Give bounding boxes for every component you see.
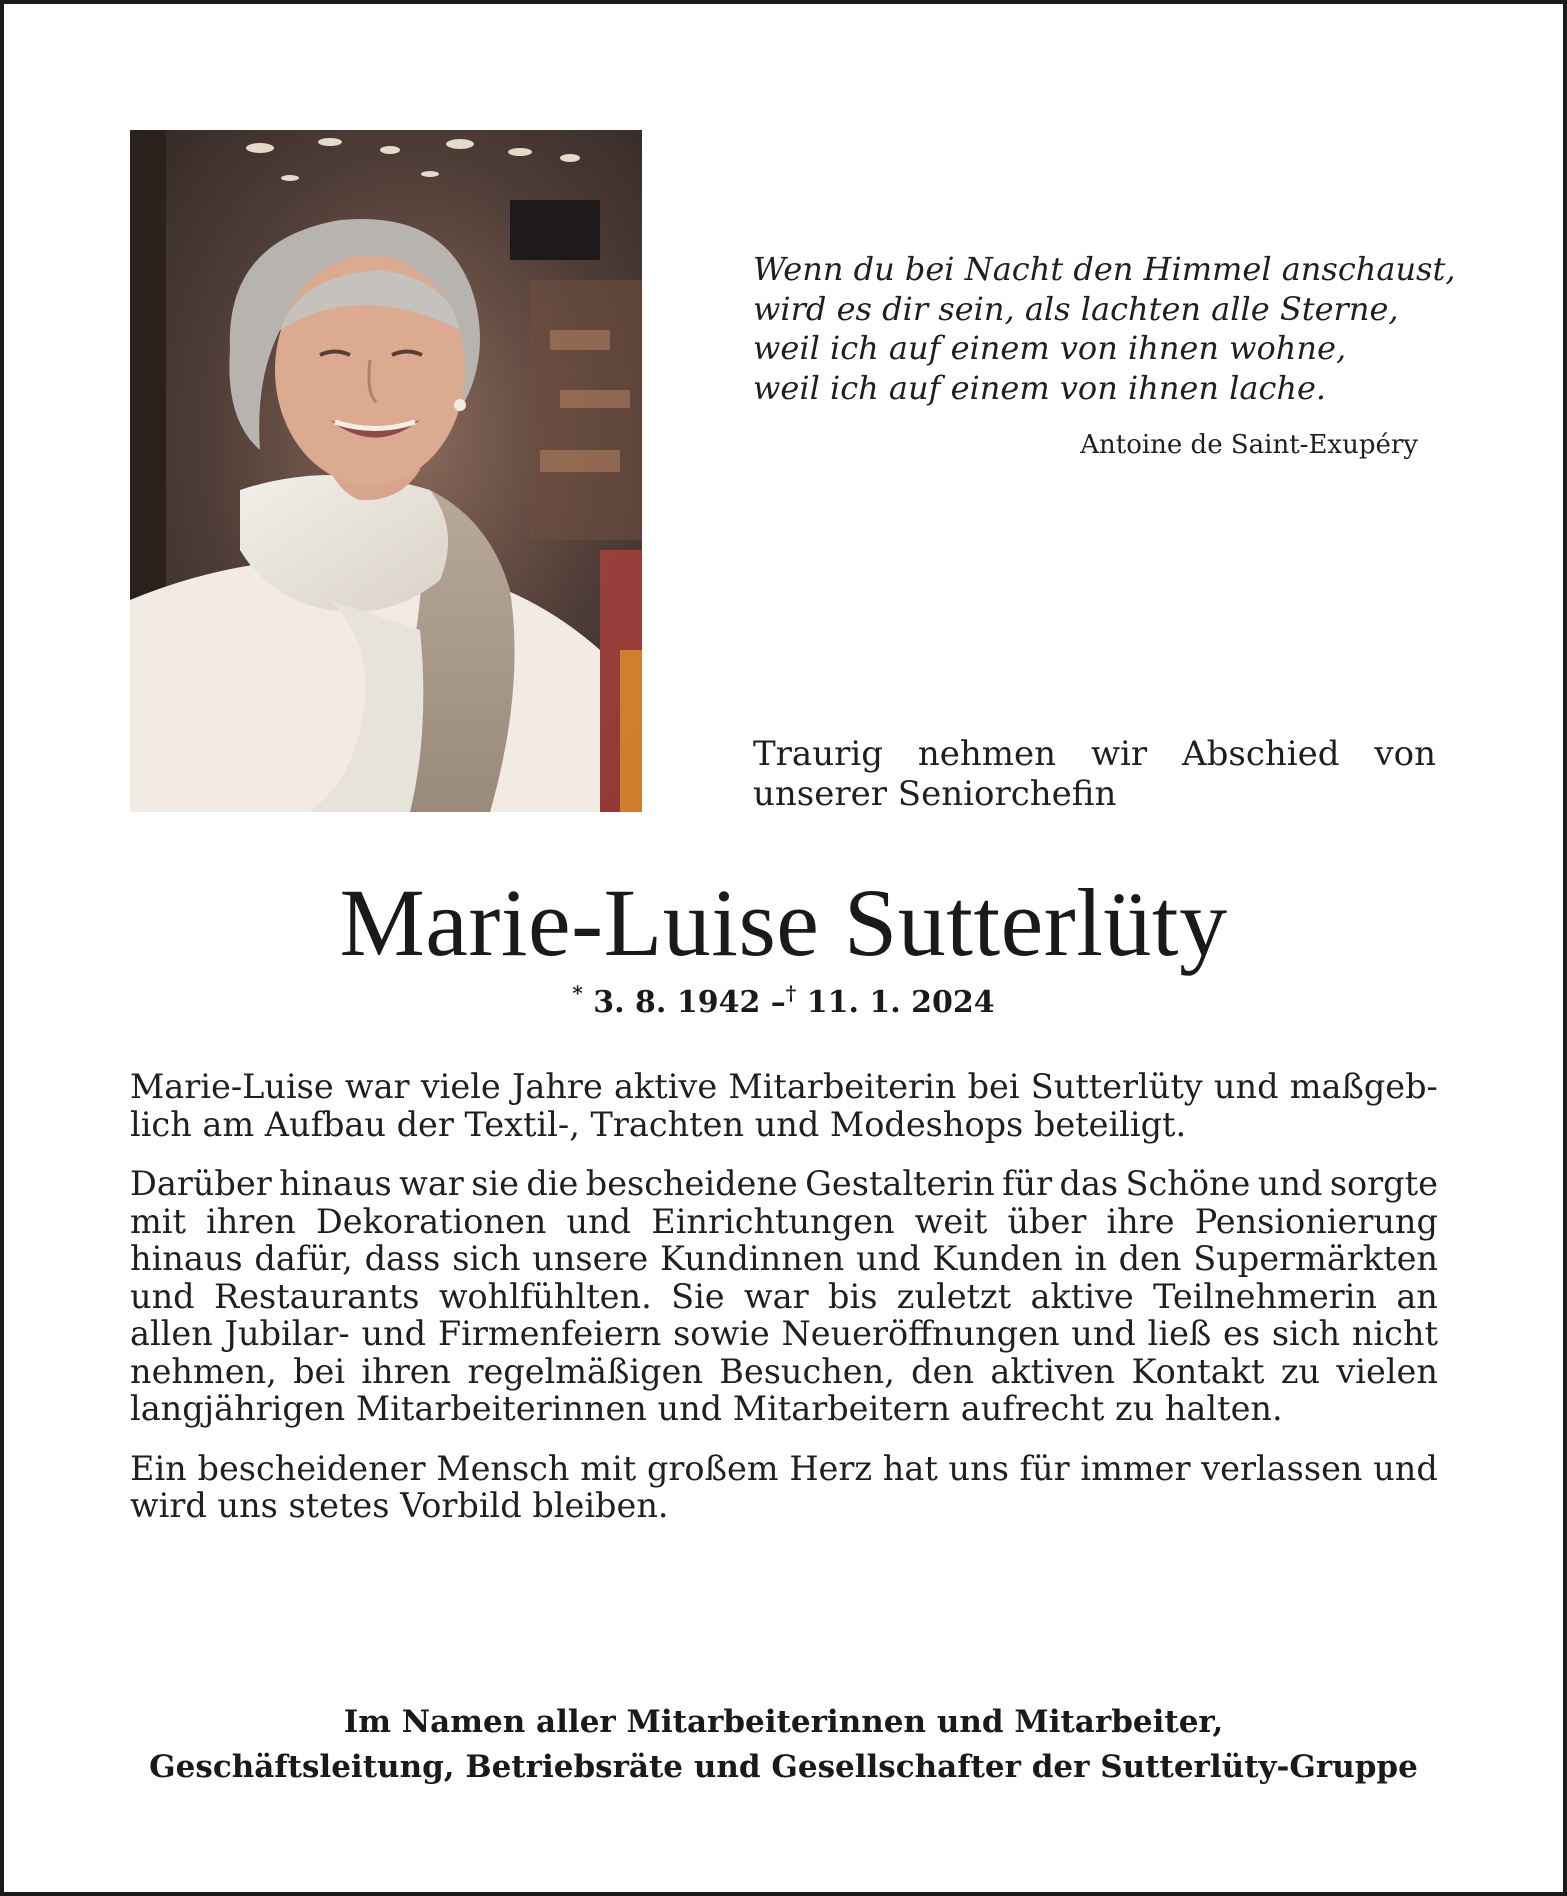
word: ließ xyxy=(1147,1314,1212,1353)
intro-word: Traurig xyxy=(753,734,883,774)
word: Besuchen, xyxy=(719,1351,895,1391)
word: bei xyxy=(293,1351,346,1391)
signature-block xyxy=(0,1700,1567,1790)
word: es xyxy=(1223,1314,1261,1353)
paragraph xyxy=(130,1450,1438,1525)
word: Sie xyxy=(671,1276,725,1316)
word: über xyxy=(1007,1201,1087,1241)
signature-line: Im Namen aller Mitarbeiterinnen und Mitarbeiter, xyxy=(343,1704,1224,1740)
word: Mitarbeiterin xyxy=(728,1067,957,1106)
word: zu xyxy=(1280,1351,1321,1391)
paragraph-line xyxy=(130,1240,1438,1278)
word: dass xyxy=(364,1239,441,1278)
word: war xyxy=(344,1067,410,1106)
birth-symbol: * xyxy=(572,981,583,1005)
word: Ein xyxy=(130,1448,187,1488)
paragraph xyxy=(130,1165,1438,1428)
word: unsere xyxy=(532,1239,649,1278)
paragraph-line xyxy=(130,1165,1438,1203)
word: und xyxy=(566,1201,632,1241)
word: sowie xyxy=(673,1314,770,1353)
word: hinaus xyxy=(130,1239,243,1278)
word: bescheidener xyxy=(197,1448,426,1488)
paragraph-line xyxy=(130,1450,1438,1488)
word: und xyxy=(1213,1067,1279,1106)
word: und xyxy=(1071,1314,1136,1353)
paragraph-line: lich am Aufbau der Textil-, Trachten und Modeshops beteiligt. xyxy=(130,1104,1187,1144)
word: zuletzt xyxy=(896,1276,1012,1316)
word: aktiven xyxy=(990,1351,1116,1391)
word: den xyxy=(1118,1239,1182,1278)
word: Jubilar- xyxy=(224,1314,350,1353)
word: bis xyxy=(828,1276,878,1316)
paragraph-line xyxy=(130,1315,1438,1353)
word: Schöne xyxy=(1125,1164,1251,1203)
paragraph-line xyxy=(130,1203,1438,1241)
word: Herz xyxy=(789,1448,873,1488)
paragraph-line xyxy=(130,1068,1438,1106)
word: Mensch xyxy=(436,1448,570,1488)
farewell-intro xyxy=(753,734,1436,814)
word: immer xyxy=(1080,1448,1191,1488)
word: allen xyxy=(130,1314,213,1353)
word: war xyxy=(744,1276,809,1316)
quote-line: Wenn du bei Nacht den Himmel anschaust, xyxy=(753,250,1456,288)
word: nehmen, xyxy=(130,1351,277,1391)
paragraph-line xyxy=(130,1278,1438,1316)
word: verlassen xyxy=(1201,1448,1363,1488)
word: den xyxy=(911,1351,975,1391)
word: war xyxy=(399,1164,464,1203)
word: bescheidene xyxy=(585,1164,798,1203)
word: großem xyxy=(646,1448,779,1488)
paragraph-line xyxy=(130,1353,1438,1391)
obituary-text xyxy=(130,1068,1438,1547)
intro-word: Abschied xyxy=(1182,734,1340,774)
word: Pensionierung xyxy=(1194,1201,1438,1241)
word: uns xyxy=(948,1448,1009,1488)
word: das xyxy=(1059,1164,1119,1203)
word: in xyxy=(1074,1239,1107,1278)
word: und xyxy=(856,1239,921,1278)
portrait-illustration xyxy=(130,130,642,812)
portrait-photo xyxy=(130,130,642,812)
word: weit xyxy=(914,1201,988,1241)
death-date: 11. 1. 2024 xyxy=(806,985,995,1020)
paragraph xyxy=(130,1068,1438,1143)
quote-line: weil ich auf einem von ihnen wohne, xyxy=(753,329,1347,367)
intro-word: von xyxy=(1374,734,1436,774)
word: mit xyxy=(580,1448,637,1488)
paragraph-line: wird uns stetes Vorbild bleiben. xyxy=(130,1486,669,1525)
signature-line: Geschäftsleitung, Betriebsräte und Gesellschafter der Sutterlüty-Gruppe xyxy=(149,1749,1418,1785)
word: und xyxy=(130,1276,195,1316)
word: Kundinnen xyxy=(660,1239,845,1278)
word: ihren xyxy=(361,1351,452,1391)
deceased-name: Marie-Luise Sutterlüty xyxy=(339,869,1228,976)
word: Einrichtungen xyxy=(651,1201,895,1241)
birth-date: 3. 8. 1942 xyxy=(593,985,761,1020)
word: und xyxy=(361,1314,427,1353)
word: Neueröffnungen xyxy=(781,1314,1060,1353)
word: für xyxy=(1019,1448,1070,1488)
word: Restaurants xyxy=(213,1276,420,1316)
intro-line-2: unserer Seniorchefin xyxy=(753,774,1117,814)
word: hinaus xyxy=(279,1164,392,1203)
intro-line-1 xyxy=(753,734,1436,774)
word: bei xyxy=(967,1067,1020,1106)
life-dates xyxy=(0,981,1567,1020)
word: sich xyxy=(452,1239,521,1278)
word: mit xyxy=(130,1201,186,1241)
word: regelmäßigen xyxy=(467,1351,703,1391)
word: sie xyxy=(471,1164,519,1203)
epigraph-quote xyxy=(753,250,1456,408)
word: viele xyxy=(420,1067,501,1106)
word: und xyxy=(1257,1164,1323,1203)
word: Jahre xyxy=(511,1067,603,1106)
word: nicht xyxy=(1351,1314,1438,1353)
paragraph-line: langjährigen Mitarbeiterinnen und Mitarbeitern aufrecht zu halten. xyxy=(130,1389,1283,1428)
word: Supermärkten xyxy=(1193,1239,1438,1278)
intro-word: nehmen xyxy=(917,734,1057,774)
word: ihre xyxy=(1106,1201,1175,1241)
word: Kunden xyxy=(932,1239,1063,1278)
word: Gestalterin xyxy=(805,1164,995,1203)
word: Marie-Luise xyxy=(130,1067,334,1106)
word: und xyxy=(1373,1448,1438,1488)
word: aktive xyxy=(1030,1276,1134,1316)
death-symbol: † xyxy=(785,981,797,1005)
word: sich xyxy=(1271,1314,1341,1353)
quote-author: Antoine de Saint-Exupéry xyxy=(1080,430,1418,460)
quote-line: weil ich auf einem von ihnen lache. xyxy=(753,368,1327,407)
word: aktive xyxy=(613,1067,718,1106)
word: Firmenfeiern xyxy=(437,1314,662,1353)
word: Darüber xyxy=(130,1164,272,1203)
word: hat xyxy=(882,1448,938,1488)
word: für xyxy=(1002,1164,1053,1203)
word: vielen xyxy=(1336,1351,1438,1391)
word: ihren xyxy=(206,1201,296,1241)
quote-line: wird es dir sein, als lachten alle Sterne, xyxy=(753,289,1399,328)
word: an xyxy=(1396,1276,1438,1316)
word: Sutterlüty xyxy=(1030,1067,1203,1106)
word: Teilnehmerin xyxy=(1153,1276,1377,1316)
word: dafür, xyxy=(254,1239,353,1278)
word: Kontakt xyxy=(1131,1351,1265,1391)
date-separator: – xyxy=(770,985,786,1020)
intro-word: wir xyxy=(1090,734,1148,774)
word: sorgte xyxy=(1329,1164,1438,1203)
word: wohlfühlten. xyxy=(438,1276,652,1316)
word: maßgeb- xyxy=(1289,1067,1438,1106)
word: die xyxy=(526,1164,579,1203)
word: Dekorationen xyxy=(315,1201,547,1241)
